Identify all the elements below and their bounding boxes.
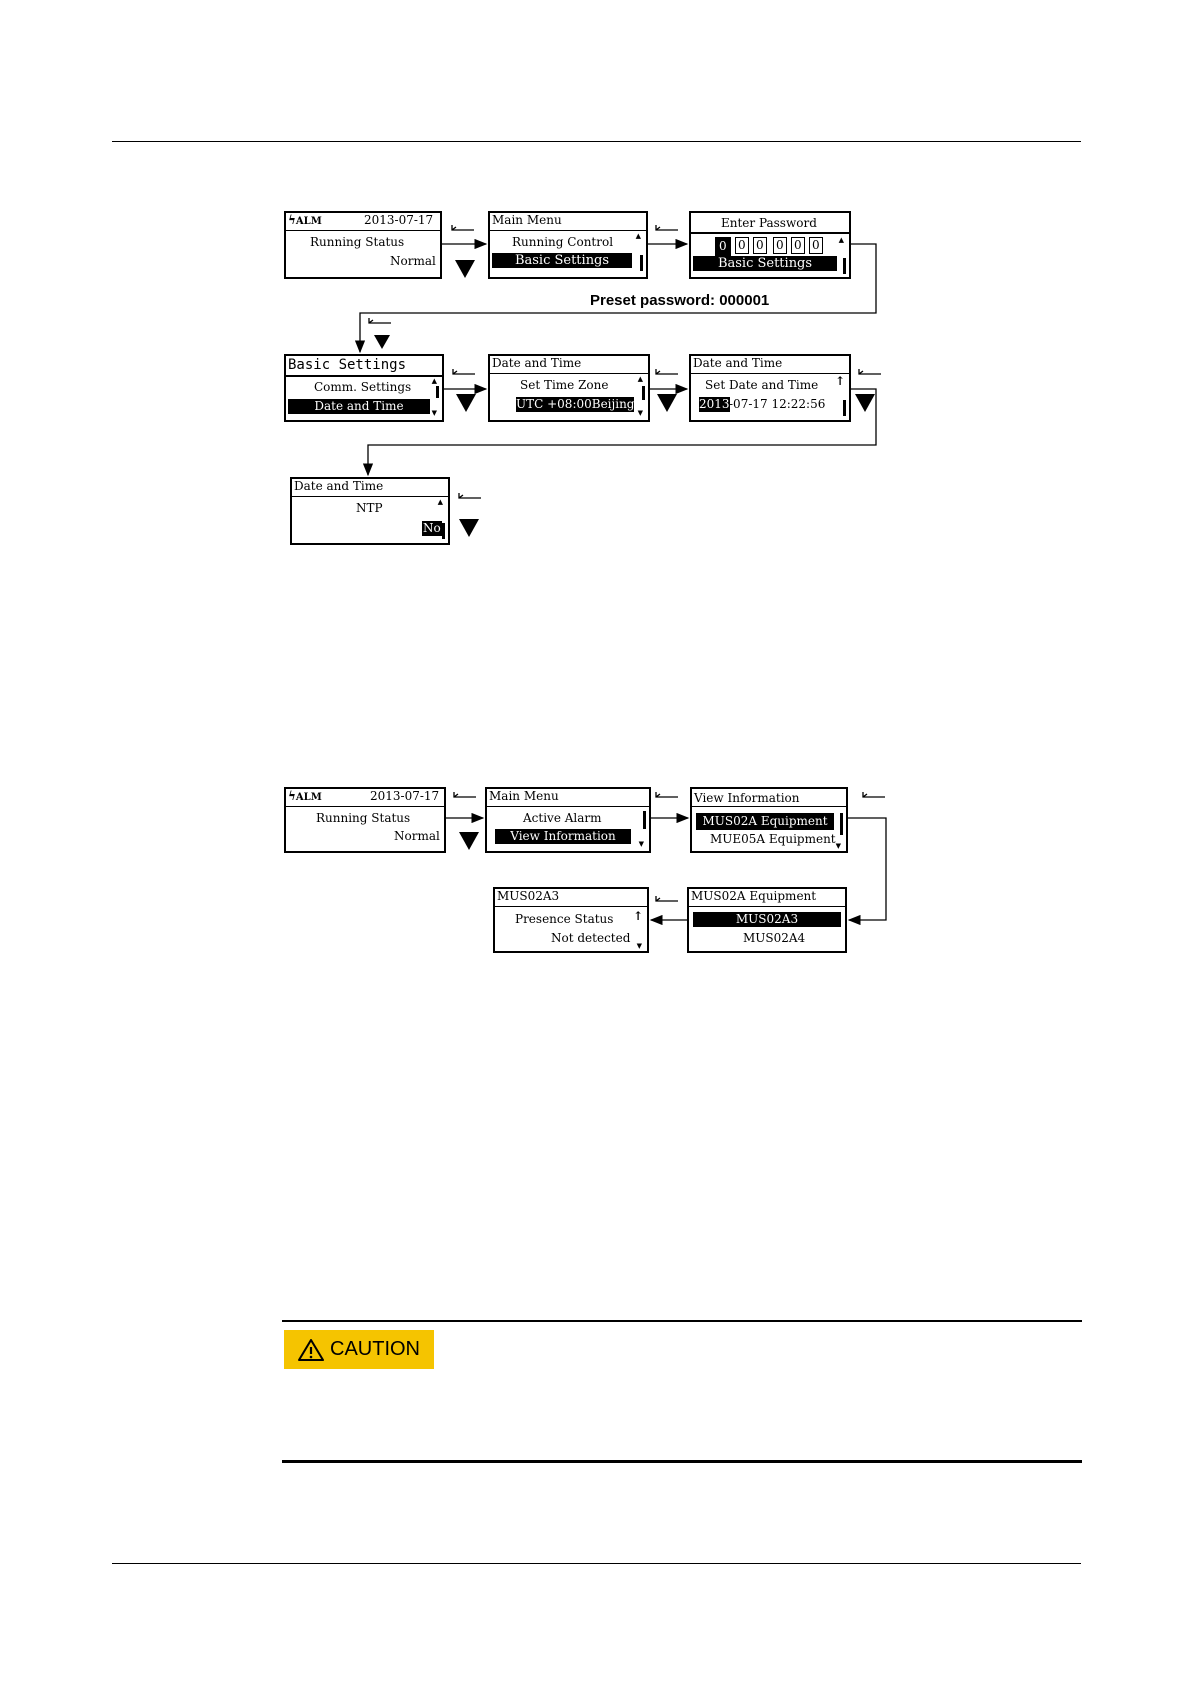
menu-item-running-control[interactable]: Running Control [512,235,614,249]
alarm-indicator: ϟALM [288,213,322,227]
home-date: 2013-07-17 [364,213,434,227]
menu-item-basic-settings[interactable]: Basic Settings [492,253,632,268]
mus02a3-title: MUS02A3 [497,889,560,903]
date-year-highlight[interactable]: 2013 [699,397,730,411]
alarm-indicator: ϟALM [288,789,322,803]
menu-item-view-information[interactable]: View Information [495,829,631,844]
presence-status-label: Presence Status [515,912,614,926]
menu-item-comm-settings[interactable]: Comm. Settings [314,380,412,394]
menu-item-set-date-and-time[interactable]: Set Date and Time [705,378,819,392]
basic-settings-title: Basic Settings [288,357,407,373]
ntp-title: Date and Time [294,479,384,493]
menu-item-mus02a4[interactable]: MUS02A4 [743,931,806,945]
scroll-up-arrow-icon: ↑ [632,909,643,923]
password-digit-4[interactable]: 0 [773,237,787,254]
running-status-label: Running Status [316,811,411,825]
caution-bottom-rule [282,1460,1082,1463]
password-digit-5[interactable]: 0 [791,237,805,254]
ntp-label: NTP [356,501,383,515]
footer-rule [112,1563,1081,1564]
password-basic-settings[interactable]: Basic Settings [693,256,837,271]
lightning-icon: ϟ [288,789,296,803]
ntp-value[interactable]: No [423,521,441,535]
scroll-down-icon: ▼ [636,942,642,950]
password-digit-6[interactable]: 0 [809,237,823,254]
scroll-up-icon: ▲ [838,236,844,244]
scroll-down-icon: ▼ [638,840,644,848]
menu-item-mue05a-equipment[interactable]: MUE05A Equipment [710,832,836,846]
preset-password-note: Preset password: 000001 [590,292,770,309]
password-digit-1[interactable]: 0 [715,237,731,256]
mus02a-title: MUS02A Equipment [691,889,817,903]
set-date-title: Date and Time [693,356,783,370]
password-digit-2[interactable]: 0 [735,237,749,254]
caution-badge [284,1330,434,1369]
lightning-icon: ϟ [288,213,296,227]
scroll-up-arrow-icon: ↑ [834,374,845,388]
time-zone-value[interactable]: UTC +08:00Beijing [516,397,635,411]
password-digit-3[interactable]: 0 [753,237,767,254]
presence-status-value: Not detected [551,931,631,945]
time-zone-title: Date and Time [492,356,582,370]
home-date: 2013-07-17 [370,789,440,803]
menu-item-date-and-time[interactable]: Date and Time [288,399,430,414]
menu-item-mus02a-equipment[interactable]: MUS02A Equipment [696,813,834,830]
running-status-value: Normal [390,254,436,268]
scroll-down-icon: ▼ [637,409,643,417]
caution-label: CAUTION [330,1338,420,1360]
warning-triangle-icon [298,1338,324,1362]
date-time-value[interactable]: -07-17 12:22:56 [729,397,826,411]
view-info-title: View Information [694,791,800,805]
menu-item-active-alarm[interactable]: Active Alarm [523,811,602,825]
scroll-up-icon: ▲ [635,232,641,240]
menu-item-mus02a3[interactable]: MUS02A3 [693,912,841,927]
scroll-up-icon: ▲ [437,498,443,506]
caution-top-rule [282,1320,1082,1322]
scroll-down-icon: ▼ [835,842,841,850]
running-status-value: Normal [394,829,440,843]
running-status-label: Running Status [310,235,405,249]
password-title: Enter Password [721,216,817,230]
menu-item-set-time-zone[interactable]: Set Time Zone [520,378,609,392]
main-menu-title: Main Menu [489,789,559,803]
scroll-up-icon: ▲ [637,375,643,383]
scroll-down-icon: ▼ [431,409,437,417]
main-menu-title: Main Menu [492,213,562,227]
scroll-up-icon: ▲ [431,377,437,385]
